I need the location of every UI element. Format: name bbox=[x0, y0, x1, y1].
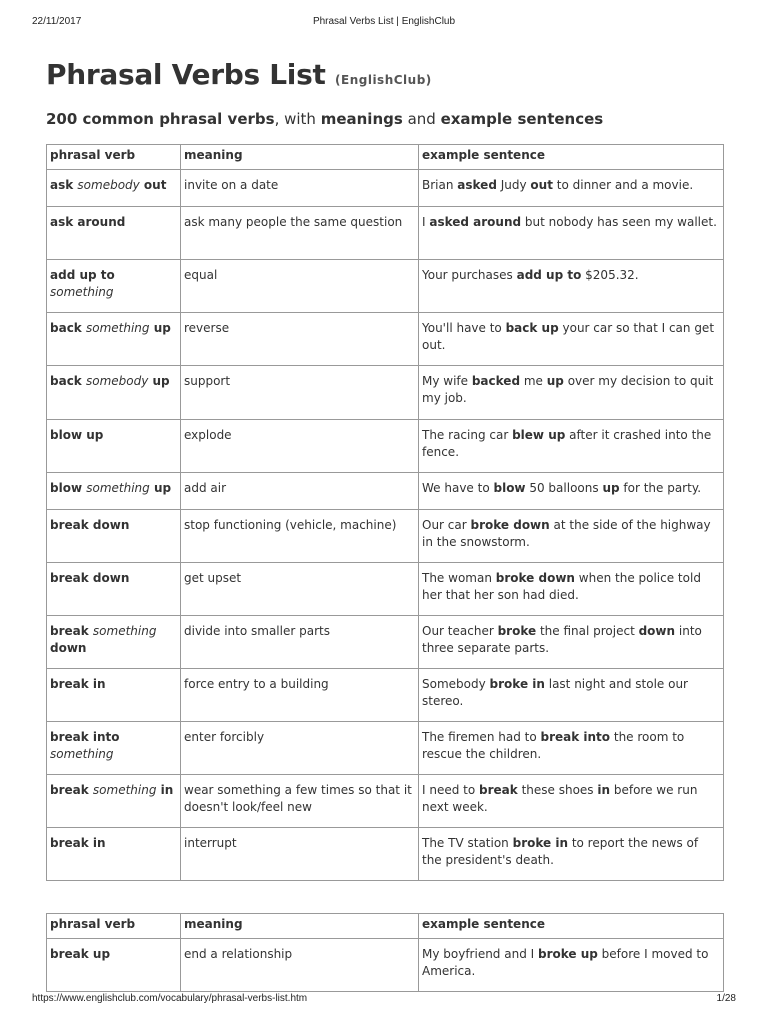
print-date: 22/11/2017 bbox=[32, 16, 82, 27]
example-sentence-part: broke down bbox=[495, 571, 575, 585]
phrasal-verb-part: something bbox=[86, 481, 150, 495]
example-sentence-part: the final project bbox=[536, 624, 639, 638]
example-sentence-cell bbox=[419, 207, 724, 260]
example-sentence-part: broke in bbox=[489, 677, 545, 691]
phrasal-verb-cell bbox=[47, 669, 181, 722]
example-sentence-part: back up bbox=[505, 321, 559, 335]
example-sentence-part: The firemen had to bbox=[422, 730, 541, 744]
phrasal-verb-part: blow up bbox=[50, 428, 104, 442]
page-subtitle bbox=[46, 110, 603, 128]
example-sentence-part: asked bbox=[457, 178, 497, 192]
example-sentence-cell bbox=[419, 366, 724, 420]
phrasal-verb-part: out bbox=[139, 178, 167, 192]
phrasal-verb-part: break down bbox=[50, 571, 130, 585]
example-sentence-part: Your purchases bbox=[422, 268, 517, 282]
example-sentence-part: but nobody has seen my wallet. bbox=[521, 215, 717, 229]
example-sentence-part: me bbox=[520, 374, 547, 388]
table-row bbox=[47, 313, 724, 366]
example-sentence-part: blow bbox=[493, 481, 526, 495]
phrasal-verb-part: break into bbox=[50, 730, 120, 744]
phrasal-verb-cell bbox=[47, 170, 181, 207]
table-row bbox=[47, 260, 724, 313]
table-row bbox=[47, 939, 724, 992]
table-row bbox=[47, 170, 724, 207]
table-body-2 bbox=[47, 939, 724, 992]
example-sentence-part: out bbox=[530, 178, 553, 192]
example-sentence-cell bbox=[419, 510, 724, 563]
example-sentence-part: break bbox=[479, 783, 518, 797]
header-example-sentence: example sentence bbox=[419, 914, 724, 939]
page-title-site: (EnglishClub) bbox=[335, 73, 432, 87]
table-row bbox=[47, 207, 724, 260]
phrasal-verb-cell bbox=[47, 828, 181, 881]
phrasal-verb-part: ask bbox=[50, 178, 78, 192]
example-sentence-part: Judy bbox=[496, 178, 531, 192]
phrasal-verb-cell bbox=[47, 420, 181, 473]
example-sentence-part: I bbox=[422, 215, 430, 229]
phrasal-verb-part: break in bbox=[50, 677, 106, 691]
example-sentence-part: to dinner and a movie. bbox=[552, 178, 694, 192]
example-sentence-cell bbox=[419, 313, 724, 366]
print-url: https://www.englishclub.com/vocabulary/phrasal-verbs-list.htm bbox=[32, 993, 308, 1004]
subtitle-examples: example sentences bbox=[440, 110, 604, 128]
table-row bbox=[47, 616, 724, 669]
meaning-cell: end a relationship bbox=[181, 939, 419, 992]
example-sentence-part: up bbox=[602, 481, 620, 495]
example-sentence-part: My wife bbox=[422, 374, 472, 388]
phrasal-verbs-table-2 bbox=[46, 913, 724, 992]
table-body-1 bbox=[47, 170, 724, 881]
example-sentence-part: The racing car bbox=[422, 428, 513, 442]
meaning-cell: equal bbox=[181, 260, 419, 313]
phrasal-verb-part: back bbox=[50, 321, 86, 335]
meaning-cell: reverse bbox=[181, 313, 419, 366]
meaning-cell: get upset bbox=[181, 563, 419, 616]
phrasal-verb-part: break up bbox=[50, 947, 111, 961]
header-meaning: meaning bbox=[181, 145, 419, 170]
phrasal-verb-cell bbox=[47, 775, 181, 828]
example-sentence-cell bbox=[419, 775, 724, 828]
phrasal-verbs-table-1 bbox=[46, 144, 724, 881]
header-phrasal-verb: phrasal verb bbox=[47, 914, 181, 939]
phrasal-verb-cell bbox=[47, 722, 181, 775]
meaning-cell: stop functioning (vehicle, machine) bbox=[181, 510, 419, 563]
example-sentence-part: broke down bbox=[470, 518, 550, 532]
example-sentence-part: broke up bbox=[538, 947, 598, 961]
example-sentence-part: The TV station bbox=[422, 836, 513, 850]
table-row bbox=[47, 366, 724, 420]
example-sentence-part: last night and stole our stereo. bbox=[422, 677, 688, 708]
phrasal-verb-part: somebody bbox=[85, 374, 149, 388]
phrasal-verb-part: something bbox=[50, 285, 114, 299]
meaning-cell: interrupt bbox=[181, 828, 419, 881]
phrasal-verb-cell bbox=[47, 939, 181, 992]
subtitle-meanings: meanings bbox=[320, 110, 403, 128]
phrasal-verb-cell bbox=[47, 473, 181, 510]
example-sentence-cell bbox=[419, 563, 724, 616]
example-sentence-part: My boyfriend and I bbox=[422, 947, 538, 961]
example-sentence-part: blew up bbox=[512, 428, 566, 442]
example-sentence-part: these shoes bbox=[517, 783, 598, 797]
phrasal-verb-part: something bbox=[92, 783, 157, 797]
example-sentence-part: backed bbox=[471, 374, 521, 388]
example-sentence-cell bbox=[419, 828, 724, 881]
phrasal-verb-part: in bbox=[156, 783, 174, 797]
example-sentence-cell bbox=[419, 170, 724, 207]
subtitle-text-2: and bbox=[402, 110, 441, 128]
example-sentence-cell bbox=[419, 616, 724, 669]
example-sentence-part: into three separate parts. bbox=[422, 624, 702, 655]
phrasal-verb-cell bbox=[47, 207, 181, 260]
phrasal-verb-part: up bbox=[149, 321, 171, 335]
example-sentence-cell bbox=[419, 473, 724, 510]
example-sentence-part: when the police told her that her son had died. bbox=[422, 571, 701, 602]
example-sentence-part: We have to bbox=[422, 481, 494, 495]
phrasal-verb-cell bbox=[47, 510, 181, 563]
example-sentence-part: up bbox=[546, 374, 564, 388]
phrasal-verb-part: something bbox=[92, 624, 157, 638]
example-sentence-part: You'll have to bbox=[422, 321, 506, 335]
table-header-row bbox=[47, 145, 724, 170]
phrasal-verb-part: up bbox=[149, 481, 172, 495]
example-sentence-part: asked around bbox=[429, 215, 522, 229]
meaning-cell: force entry to a building bbox=[181, 669, 419, 722]
example-sentence-cell bbox=[419, 260, 724, 313]
page-title bbox=[46, 58, 432, 91]
meaning-cell: enter forcibly bbox=[181, 722, 419, 775]
phrasal-verb-part: break bbox=[50, 783, 93, 797]
print-page-title: Phrasal Verbs List | EnglishClub bbox=[312, 16, 456, 27]
example-sentence-part: after it crashed into the fence. bbox=[422, 428, 712, 459]
phrasal-verb-cell bbox=[47, 366, 181, 420]
meaning-cell: invite on a date bbox=[181, 170, 419, 207]
meaning-cell: support bbox=[181, 366, 419, 420]
example-sentence-part: break into bbox=[540, 730, 611, 744]
table-row bbox=[47, 473, 724, 510]
table-row bbox=[47, 669, 724, 722]
table-row bbox=[47, 828, 724, 881]
meaning-cell: add air bbox=[181, 473, 419, 510]
meaning-cell: explode bbox=[181, 420, 419, 473]
header-phrasal-verb: phrasal verb bbox=[47, 145, 181, 170]
example-sentence-part: I need to bbox=[422, 783, 480, 797]
phrasal-verb-part: something bbox=[85, 321, 150, 335]
example-sentence-part: the room to rescue the children. bbox=[422, 730, 685, 761]
example-sentence-part: in bbox=[597, 783, 611, 797]
example-sentence-part: over my decision to quit my job. bbox=[422, 374, 714, 405]
table-row bbox=[47, 420, 724, 473]
example-sentence-part: broke bbox=[497, 624, 537, 638]
table-header-row bbox=[47, 914, 724, 939]
meaning-cell: ask many people the same question bbox=[181, 207, 419, 260]
example-sentence-part: $205.32. bbox=[581, 268, 639, 282]
example-sentence-part: Brian bbox=[422, 178, 458, 192]
example-sentence-cell bbox=[419, 939, 724, 992]
meaning-cell: wear something a few times so that it doesn't look/feel new bbox=[181, 775, 419, 828]
subtitle-count: 200 common phrasal verbs bbox=[46, 110, 275, 128]
example-sentence-part: Our car bbox=[422, 518, 471, 532]
phrasal-verb-part: somebody bbox=[77, 178, 140, 192]
phrasal-verb-cell bbox=[47, 313, 181, 366]
phrasal-verb-part: down bbox=[50, 641, 87, 655]
example-sentence-part: before I moved to America. bbox=[422, 947, 709, 978]
header-example-sentence: example sentence bbox=[419, 145, 724, 170]
example-sentence-part: broke in bbox=[512, 836, 568, 850]
example-sentence-part: The woman bbox=[422, 571, 496, 585]
example-sentence-part: Somebody bbox=[422, 677, 490, 691]
table-row bbox=[47, 510, 724, 563]
table-row bbox=[47, 775, 724, 828]
example-sentence-part: Our teacher bbox=[422, 624, 498, 638]
phrasal-verb-cell bbox=[47, 616, 181, 669]
phrasal-verb-part: up bbox=[148, 374, 170, 388]
phrasal-verb-part: something bbox=[50, 747, 114, 761]
example-sentence-part: to report the news of the president's death. bbox=[422, 836, 699, 867]
example-sentence-part: add up to bbox=[516, 268, 582, 282]
phrasal-verb-cell bbox=[47, 563, 181, 616]
table-row bbox=[47, 722, 724, 775]
phrasal-verb-part: break in bbox=[50, 836, 106, 850]
example-sentence-cell bbox=[419, 722, 724, 775]
example-sentence-part: at the side of the highway in the snowstorm. bbox=[422, 518, 711, 549]
page-title-main: Phrasal Verbs List bbox=[46, 58, 326, 91]
table-row bbox=[47, 563, 724, 616]
header-meaning: meaning bbox=[181, 914, 419, 939]
example-sentence-cell bbox=[419, 669, 724, 722]
example-sentence-part: before we run next week. bbox=[422, 783, 698, 814]
phrasal-verb-part: ask around bbox=[50, 215, 126, 229]
subtitle-text-1: , with bbox=[274, 110, 321, 128]
example-sentence-cell bbox=[419, 420, 724, 473]
example-sentence-part: your car so that I can get out. bbox=[422, 321, 715, 352]
example-sentence-part: for the party. bbox=[619, 481, 702, 495]
phrasal-verb-part: add up to bbox=[50, 268, 115, 282]
phrasal-verb-part: break bbox=[50, 624, 93, 638]
example-sentence-part: down bbox=[638, 624, 676, 638]
example-sentence-part: 50 balloons bbox=[525, 481, 603, 495]
phrasal-verb-part: back bbox=[50, 374, 86, 388]
phrasal-verb-cell bbox=[47, 260, 181, 313]
phrasal-verb-part: break down bbox=[50, 518, 130, 532]
print-page-number: 1/28 bbox=[716, 993, 736, 1004]
meaning-cell: divide into smaller parts bbox=[181, 616, 419, 669]
phrasal-verb-part: blow bbox=[50, 481, 87, 495]
